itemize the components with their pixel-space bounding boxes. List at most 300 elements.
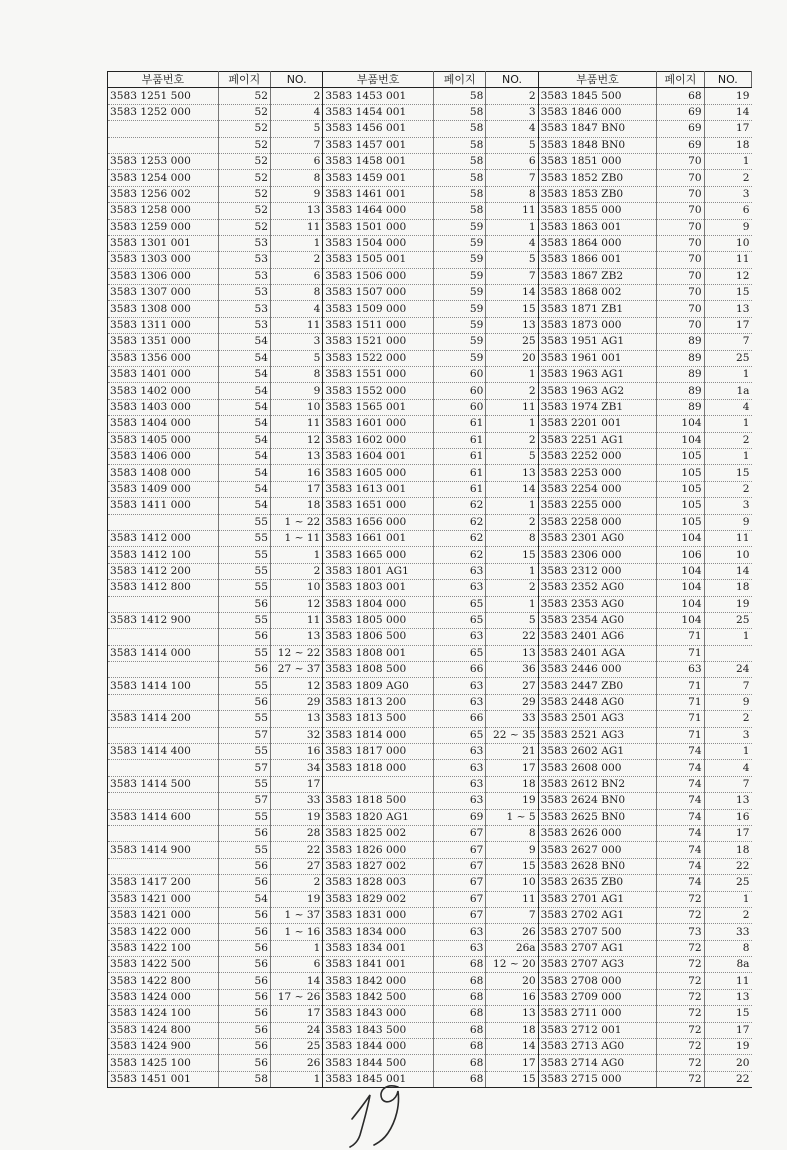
item-no-cell: 16 — [704, 809, 751, 825]
item-no-cell: 1 — [486, 498, 538, 514]
item-no-cell: 1 ~ 5 — [486, 809, 538, 825]
item-no-cell: 22 — [486, 629, 538, 645]
part-number-cell: 3583 1414 000 — [108, 645, 219, 661]
part-number-cell: 3583 2612 BN2 — [538, 776, 657, 792]
part-number-cell — [108, 662, 219, 678]
page-cell: 68 — [434, 1055, 486, 1071]
page-cell: 104 — [657, 596, 704, 612]
page-cell: 58 — [218, 1071, 270, 1087]
page-cell: 62 — [434, 514, 486, 530]
table-row — [108, 88, 752, 104]
table-row — [108, 514, 752, 530]
part-number-cell: 3583 1661 001 — [323, 530, 434, 546]
page-cell: 69 — [657, 121, 704, 137]
page-cell: 59 — [434, 301, 486, 317]
item-no-cell: 16 — [271, 744, 323, 760]
part-number-cell: 3583 1412 100 — [108, 547, 219, 563]
table-row — [108, 612, 752, 628]
item-no-cell: 28 — [271, 825, 323, 841]
item-no-cell: 2 — [704, 432, 751, 448]
page-cell: 58 — [434, 153, 486, 169]
item-no-cell: 36 — [486, 662, 538, 678]
part-number-cell: 3583 1422 800 — [108, 973, 219, 989]
item-no-cell: 11 — [704, 252, 751, 268]
part-number-cell — [108, 514, 219, 530]
item-no-cell: 13 — [486, 645, 538, 661]
item-no-cell: 5 — [271, 350, 323, 366]
page-cell: 89 — [657, 350, 704, 366]
part-number-cell: 3583 2713 AG0 — [538, 1039, 657, 1055]
page-cell: 53 — [218, 285, 270, 301]
item-no-cell: 14 — [486, 1039, 538, 1055]
page-cell: 72 — [657, 891, 704, 907]
page-cell: 55 — [218, 580, 270, 596]
part-number-cell: 3583 2707 AG1 — [538, 940, 657, 956]
page-cell: 54 — [218, 448, 270, 464]
part-number-cell: 3583 1301 001 — [108, 235, 219, 251]
page-header: 페이지 — [657, 72, 704, 88]
no-header: NO. — [704, 72, 751, 88]
item-no-cell: 13 — [704, 301, 751, 317]
table-row — [108, 465, 752, 481]
table-row — [108, 793, 752, 809]
part-number-cell: 3583 1605 000 — [323, 465, 434, 481]
item-no-cell: 1 ~ 11 — [271, 530, 323, 546]
page-cell: 67 — [434, 907, 486, 923]
item-no-cell: 13 — [271, 629, 323, 645]
page-cell: 72 — [657, 1071, 704, 1087]
item-no-cell: 11 — [486, 203, 538, 219]
item-no-cell: 12 — [271, 678, 323, 694]
part-number-cell: 3583 1552 000 — [323, 383, 434, 399]
item-no-cell: 33 — [704, 924, 751, 940]
part-number-cell: 3583 1601 000 — [323, 416, 434, 432]
page-cell: 61 — [434, 416, 486, 432]
part-number-cell: 3583 1414 400 — [108, 744, 219, 760]
part-number-cell: 3583 1834 000 — [323, 924, 434, 940]
part-number-cell: 3583 1414 500 — [108, 776, 219, 792]
item-no-cell: 8 — [486, 825, 538, 841]
page-cell: 56 — [218, 875, 270, 891]
item-no-cell: 12 ~ 22 — [271, 645, 323, 661]
part-number-cell: 3583 1401 000 — [108, 367, 219, 383]
table-row — [108, 186, 752, 202]
page-cell: 104 — [657, 416, 704, 432]
page-cell: 56 — [218, 973, 270, 989]
part-number-cell: 3583 2446 000 — [538, 662, 657, 678]
table-row — [108, 776, 752, 792]
item-no-cell: 3 — [704, 727, 751, 743]
part-number-cell: 3583 1402 000 — [108, 383, 219, 399]
part-number-cell: 3583 1422 100 — [108, 940, 219, 956]
part-number-cell: 3583 1403 000 — [108, 399, 219, 415]
table-row — [108, 530, 752, 546]
page-cell: 89 — [657, 399, 704, 415]
item-no-cell: 19 — [486, 793, 538, 809]
part-number-cell: 3583 1853 ZB0 — [538, 186, 657, 202]
page-cell: 74 — [657, 760, 704, 776]
page-cell: 104 — [657, 580, 704, 596]
part-number-cell: 3583 1827 002 — [323, 858, 434, 874]
part-number-cell: 3583 1412 200 — [108, 563, 219, 579]
item-no-cell: 10 — [704, 235, 751, 251]
page-cell: 63 — [434, 940, 486, 956]
table-row — [108, 383, 752, 399]
page-cell: 63 — [434, 629, 486, 645]
page-header: 페이지 — [218, 72, 270, 88]
page-cell: 57 — [218, 793, 270, 809]
part-number-cell: 3583 1421 000 — [108, 891, 219, 907]
part-number-cell: 3583 2714 AG0 — [538, 1055, 657, 1071]
page-cell: 56 — [218, 989, 270, 1005]
page-cell: 55 — [218, 842, 270, 858]
item-no-cell: 8 — [486, 186, 538, 202]
item-no-cell: 4 — [486, 235, 538, 251]
part-number-cell: 3583 1421 000 — [108, 907, 219, 923]
item-no-cell: 12 ~ 20 — [486, 957, 538, 973]
item-no-cell: 17 — [486, 1055, 538, 1071]
item-no-cell: 9 — [486, 842, 538, 858]
item-no-cell: 1 — [704, 891, 751, 907]
part-number-cell: 3583 1412 000 — [108, 530, 219, 546]
table-row — [108, 924, 752, 940]
item-no-cell: 3 — [704, 498, 751, 514]
table-row — [108, 219, 752, 235]
part-number-cell: 3583 2255 000 — [538, 498, 657, 514]
page-cell: 56 — [218, 629, 270, 645]
part-number-header: 부품번호 — [108, 72, 219, 88]
item-no-cell: 26 — [271, 1055, 323, 1071]
part-number-cell: 3583 1404 000 — [108, 416, 219, 432]
part-number-cell: 3583 2602 AG1 — [538, 744, 657, 760]
part-number-cell: 3583 1408 000 — [108, 465, 219, 481]
page-cell: 67 — [434, 891, 486, 907]
item-no-cell: 24 — [704, 662, 751, 678]
page-cell: 54 — [218, 416, 270, 432]
part-number-cell: 3583 2258 000 — [538, 514, 657, 530]
item-no-cell: 8 — [271, 285, 323, 301]
table-row — [108, 760, 752, 776]
page-cell: 67 — [434, 825, 486, 841]
part-number-cell: 3583 1804 000 — [323, 596, 434, 612]
item-no-cell: 8a — [704, 957, 751, 973]
page-cell: 52 — [218, 219, 270, 235]
item-no-cell: 1 — [486, 219, 538, 235]
page-cell: 105 — [657, 448, 704, 464]
page-cell: 58 — [434, 203, 486, 219]
item-no-cell: 2 — [271, 563, 323, 579]
part-number-cell: 3583 1565 001 — [323, 399, 434, 415]
item-no-cell: 1 — [704, 153, 751, 169]
part-number-cell: 3583 2608 000 — [538, 760, 657, 776]
item-no-cell: 11 — [271, 416, 323, 432]
page-cell: 56 — [218, 1022, 270, 1038]
item-no-cell: 14 — [704, 563, 751, 579]
item-no-cell: 13 — [486, 317, 538, 333]
item-no-cell: 17 — [271, 1006, 323, 1022]
item-no-cell: 21 — [486, 744, 538, 760]
part-number-header: 부품번호 — [323, 72, 434, 88]
item-no-cell: 11 — [271, 219, 323, 235]
table-row — [108, 1055, 752, 1071]
part-number-cell: 3583 1451 001 — [108, 1071, 219, 1087]
part-number-cell: 3583 1845 001 — [323, 1071, 434, 1087]
item-no-cell: 17 — [704, 121, 751, 137]
page-cell: 70 — [657, 219, 704, 235]
page-cell: 56 — [218, 825, 270, 841]
table-row — [108, 711, 752, 727]
part-number-cell: 3583 1844 500 — [323, 1055, 434, 1071]
part-number-cell: 3583 1963 AG2 — [538, 383, 657, 399]
part-number-cell: 3583 2501 AG3 — [538, 711, 657, 727]
item-no-cell: 32 — [271, 727, 323, 743]
item-no-cell: 2 — [704, 170, 751, 186]
page-cell: 67 — [434, 842, 486, 858]
page-cell: 56 — [218, 1055, 270, 1071]
item-no-cell: 1 — [486, 563, 538, 579]
part-number-cell: 3583 2353 AG0 — [538, 596, 657, 612]
page-cell: 56 — [218, 1006, 270, 1022]
item-no-cell: 17 — [704, 825, 751, 841]
part-number-cell: 3583 2627 000 — [538, 842, 657, 858]
item-no-cell: 25 — [486, 334, 538, 350]
item-no-cell: 1 — [271, 547, 323, 563]
item-no-cell: 5 — [486, 612, 538, 628]
part-number-cell: 3583 2447 ZB0 — [538, 678, 657, 694]
page-cell: 61 — [434, 481, 486, 497]
page-cell: 52 — [218, 203, 270, 219]
item-no-cell: 22 — [271, 842, 323, 858]
part-number-cell: 3583 1844 000 — [323, 1039, 434, 1055]
part-number-cell: 3583 2635 ZB0 — [538, 875, 657, 891]
table-row — [108, 907, 752, 923]
item-no-cell: 7 — [704, 678, 751, 694]
part-number-cell: 3583 2254 000 — [538, 481, 657, 497]
part-number-cell: 3583 1656 000 — [323, 514, 434, 530]
page-cell: 55 — [218, 563, 270, 579]
part-number-cell: 3583 1351 000 — [108, 334, 219, 350]
item-no-cell: 13 — [486, 1006, 538, 1022]
part-number-cell: 3583 2352 AG0 — [538, 580, 657, 596]
table-row — [108, 367, 752, 383]
item-no-cell: 15 — [704, 285, 751, 301]
page-cell: 53 — [218, 268, 270, 284]
item-no-cell: 13 — [271, 203, 323, 219]
page-cell: 57 — [218, 760, 270, 776]
part-number-cell: 3583 1456 001 — [323, 121, 434, 137]
page-cell: 72 — [657, 989, 704, 1005]
part-number-cell: 3583 1613 001 — [323, 481, 434, 497]
item-no-cell: 11 — [704, 973, 751, 989]
part-number-cell: 3583 1405 000 — [108, 432, 219, 448]
part-number-cell: 3583 1412 800 — [108, 580, 219, 596]
page-cell: 59 — [434, 252, 486, 268]
part-number-cell: 3583 1851 000 — [538, 153, 657, 169]
part-number-cell: 3583 1258 000 — [108, 203, 219, 219]
header-row — [108, 72, 752, 88]
page-cell: 70 — [657, 301, 704, 317]
page-cell: 59 — [434, 350, 486, 366]
page-cell: 74 — [657, 793, 704, 809]
part-number-cell: 3583 1863 001 — [538, 219, 657, 235]
page-cell: 104 — [657, 612, 704, 628]
item-no-cell: 18 — [271, 498, 323, 514]
item-no-cell: 7 — [704, 334, 751, 350]
page-cell: 62 — [434, 498, 486, 514]
page-cell: 105 — [657, 465, 704, 481]
part-number-cell: 3583 1828 003 — [323, 875, 434, 891]
part-number-cell: 3583 1974 ZB1 — [538, 399, 657, 415]
part-number-cell: 3583 1834 001 — [323, 940, 434, 956]
part-number-cell: 3583 1425 100 — [108, 1055, 219, 1071]
page-cell: 65 — [434, 727, 486, 743]
part-number-cell: 3583 1809 AG0 — [323, 678, 434, 694]
item-no-cell: 9 — [271, 383, 323, 399]
item-no-cell: 6 — [271, 268, 323, 284]
page-cell: 63 — [434, 924, 486, 940]
item-no-cell: 2 — [271, 252, 323, 268]
table-row — [108, 1022, 752, 1038]
part-number-cell: 3583 1253 000 — [108, 153, 219, 169]
item-no-cell: 17 — [486, 760, 538, 776]
page-cell: 54 — [218, 334, 270, 350]
item-no-cell: 25 — [704, 350, 751, 366]
table-row — [108, 448, 752, 464]
part-number-cell: 3583 1422 000 — [108, 924, 219, 940]
item-no-cell: 18 — [704, 580, 751, 596]
table-row — [108, 563, 752, 579]
item-no-cell: 18 — [704, 842, 751, 858]
item-no-cell: 19 — [704, 1039, 751, 1055]
part-number-cell: 3583 1406 000 — [108, 448, 219, 464]
part-number-cell: 3583 1813 500 — [323, 711, 434, 727]
page-cell: 67 — [434, 858, 486, 874]
part-number-cell: 3583 2448 AG0 — [538, 694, 657, 710]
item-no-cell: 4 — [704, 399, 751, 415]
page-cell: 74 — [657, 776, 704, 792]
item-no-cell: 1 ~ 22 — [271, 514, 323, 530]
page-cell: 54 — [218, 383, 270, 399]
part-number-cell: 3583 2625 BN0 — [538, 809, 657, 825]
item-no-cell: 4 — [271, 301, 323, 317]
part-number-cell: 3583 1852 ZB0 — [538, 170, 657, 186]
part-number-cell: 3583 1871 ZB1 — [538, 301, 657, 317]
page-cell: 58 — [434, 170, 486, 186]
item-no-cell: 19 — [271, 809, 323, 825]
part-number-cell: 3583 1311 000 — [108, 317, 219, 333]
item-no-cell: 22 — [704, 858, 751, 874]
table-row — [108, 825, 752, 841]
item-no-cell: 1 ~ 16 — [271, 924, 323, 940]
part-number-cell: 3583 1845 500 — [538, 88, 657, 104]
item-no-cell: 1 — [271, 940, 323, 956]
page-cell: 55 — [218, 744, 270, 760]
page-cell: 52 — [218, 104, 270, 120]
page-cell: 65 — [434, 612, 486, 628]
part-number-cell: 3583 1868 002 — [538, 285, 657, 301]
page-cell: 105 — [657, 498, 704, 514]
page-cell: 68 — [434, 1071, 486, 1087]
page-cell: 62 — [434, 530, 486, 546]
part-number-cell: 3583 2701 AG1 — [538, 891, 657, 907]
item-no-cell: 3 — [486, 104, 538, 120]
item-no-cell: 25 — [704, 612, 751, 628]
page-cell: 71 — [657, 694, 704, 710]
page-cell: 68 — [434, 1039, 486, 1055]
item-no-cell: 22 ~ 35 — [486, 727, 538, 743]
page-cell: 54 — [218, 399, 270, 415]
part-number-cell: 3583 1665 000 — [323, 547, 434, 563]
page-cell: 63 — [434, 793, 486, 809]
part-number-cell: 3583 1501 000 — [323, 219, 434, 235]
page-cell: 59 — [434, 285, 486, 301]
item-no-cell: 9 — [704, 219, 751, 235]
part-number-cell: 3583 1814 000 — [323, 727, 434, 743]
page-cell: 61 — [434, 465, 486, 481]
page-cell: 73 — [657, 924, 704, 940]
part-number-cell: 3583 1867 ZB2 — [538, 268, 657, 284]
page-cell: 60 — [434, 383, 486, 399]
part-number-cell: 3583 1820 AG1 — [323, 809, 434, 825]
item-no-cell: 1 — [704, 367, 751, 383]
item-no-cell: 14 — [486, 481, 538, 497]
item-no-cell: 9 — [271, 186, 323, 202]
item-no-cell: 8 — [271, 367, 323, 383]
part-number-cell: 3583 2251 AG1 — [538, 432, 657, 448]
page-cell: 58 — [434, 137, 486, 153]
page-cell: 53 — [218, 301, 270, 317]
item-no-cell: 8 — [704, 940, 751, 956]
part-number-cell: 3583 1604 001 — [323, 448, 434, 464]
table-row — [108, 285, 752, 301]
page-cell: 63 — [657, 662, 704, 678]
page-cell: 58 — [434, 186, 486, 202]
table-row — [108, 973, 752, 989]
part-number-cell: 3583 1961 001 — [538, 350, 657, 366]
page-cell: 65 — [434, 596, 486, 612]
page-cell: 66 — [434, 662, 486, 678]
part-number-cell: 3583 1457 001 — [323, 137, 434, 153]
part-number-cell: 3583 1831 000 — [323, 907, 434, 923]
page-cell: 56 — [218, 924, 270, 940]
item-no-cell: 25 — [704, 875, 751, 891]
item-no-cell: 7 — [704, 776, 751, 792]
part-number-cell: 3583 1873 000 — [538, 317, 657, 333]
page-cell: 54 — [218, 367, 270, 383]
table-row — [108, 694, 752, 710]
part-number-cell: 3583 2252 000 — [538, 448, 657, 464]
part-number-cell: 3583 1409 000 — [108, 481, 219, 497]
page-cell: 70 — [657, 153, 704, 169]
part-number-cell: 3583 1417 200 — [108, 875, 219, 891]
page-cell: 55 — [218, 776, 270, 792]
part-number-cell: 3583 1458 001 — [323, 153, 434, 169]
item-no-cell: 1 — [486, 367, 538, 383]
item-no-cell: 12 — [271, 596, 323, 612]
page-cell: 65 — [434, 645, 486, 661]
item-no-cell: 15 — [704, 465, 751, 481]
page-cell: 55 — [218, 547, 270, 563]
part-number-cell: 3583 1424 900 — [108, 1039, 219, 1055]
page-cell: 105 — [657, 514, 704, 530]
table-row — [108, 629, 752, 645]
item-no-cell: 1 — [704, 448, 751, 464]
part-number-cell: 3583 1848 BN0 — [538, 137, 657, 153]
item-no-cell: 11 — [486, 891, 538, 907]
part-number-cell: 3583 1414 100 — [108, 678, 219, 694]
part-number-cell: 3583 1414 200 — [108, 711, 219, 727]
page-cell: 55 — [218, 514, 270, 530]
